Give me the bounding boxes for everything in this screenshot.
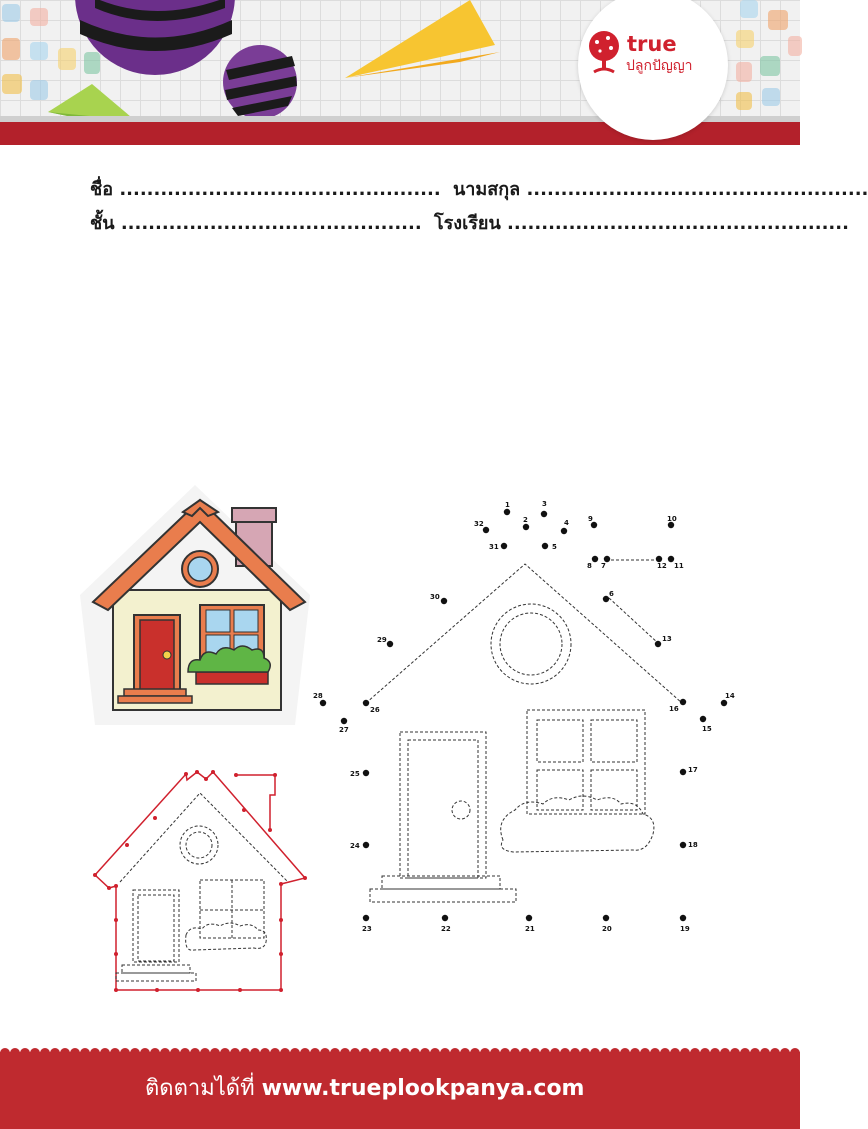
dot-9 bbox=[588, 515, 597, 528]
class-field[interactable]: ............................................ bbox=[120, 213, 422, 234]
svg-text:3: 3 bbox=[542, 500, 547, 508]
dot-12 bbox=[656, 556, 667, 570]
svg-text:23: 23 bbox=[362, 925, 372, 933]
svg-text:6: 6 bbox=[609, 590, 614, 598]
svg-text:26: 26 bbox=[370, 706, 380, 714]
svg-text:28: 28 bbox=[313, 692, 323, 700]
surname-field[interactable]: .................................................. bbox=[526, 179, 868, 200]
dot-26 bbox=[363, 700, 380, 714]
dot-11 bbox=[668, 556, 684, 570]
tree-logo-icon bbox=[584, 28, 628, 76]
svg-text:30: 30 bbox=[430, 593, 440, 601]
dot-30 bbox=[430, 593, 447, 604]
dot-19 bbox=[680, 915, 690, 933]
svg-text:5: 5 bbox=[552, 543, 557, 551]
solved-example-house bbox=[93, 770, 307, 992]
footer-prefix: ติดตามได้ที่ bbox=[145, 1076, 255, 1101]
dot-25 bbox=[350, 770, 369, 778]
dot-4 bbox=[561, 519, 569, 534]
dot-6 bbox=[603, 590, 614, 602]
svg-text:14: 14 bbox=[725, 692, 735, 700]
svg-text:21: 21 bbox=[525, 925, 535, 933]
colored-house-example bbox=[80, 485, 310, 725]
dot-3 bbox=[541, 500, 547, 517]
svg-text:9: 9 bbox=[588, 515, 593, 523]
dot-2 bbox=[523, 516, 529, 530]
dot-22 bbox=[441, 915, 451, 933]
dot-8 bbox=[587, 556, 598, 570]
school-label: โรงเรียน bbox=[433, 213, 501, 234]
name-field[interactable]: ............................................... bbox=[119, 179, 441, 200]
dot-20 bbox=[602, 915, 612, 933]
svg-text:10: 10 bbox=[667, 515, 677, 523]
name-label: ชื่อ bbox=[90, 179, 114, 200]
svg-text:32: 32 bbox=[474, 520, 484, 528]
svg-text:4: 4 bbox=[564, 519, 569, 527]
class-label: ชั้น bbox=[90, 213, 115, 234]
dot-5 bbox=[542, 543, 557, 551]
worksheet-illustration bbox=[0, 470, 800, 1030]
page-header bbox=[0, 0, 800, 145]
svg-text:11: 11 bbox=[674, 562, 684, 570]
svg-text:17: 17 bbox=[688, 766, 698, 774]
dot-10 bbox=[667, 515, 677, 528]
dot-16 bbox=[669, 699, 686, 713]
name-line bbox=[90, 174, 868, 203]
dot-17 bbox=[680, 766, 698, 775]
dot-21 bbox=[525, 915, 535, 933]
dot-14 bbox=[721, 692, 735, 706]
svg-text:18: 18 bbox=[688, 841, 698, 849]
svg-text:19: 19 bbox=[680, 925, 690, 933]
dot-18 bbox=[680, 841, 698, 849]
footer-url-link[interactable]: www.trueplookpanya.com bbox=[261, 1076, 585, 1101]
dot-29 bbox=[377, 636, 393, 647]
dot-28 bbox=[313, 692, 326, 706]
dot-32 bbox=[474, 520, 489, 533]
dot-31 bbox=[489, 543, 507, 551]
svg-text:27: 27 bbox=[339, 726, 349, 734]
dot-7 bbox=[601, 556, 610, 570]
dot-15 bbox=[700, 716, 712, 733]
svg-text:31: 31 bbox=[489, 543, 499, 551]
dot-23 bbox=[362, 915, 372, 933]
svg-text:8: 8 bbox=[587, 562, 592, 570]
dot-24 bbox=[350, 842, 369, 850]
svg-text:13: 13 bbox=[662, 635, 672, 643]
class-line bbox=[90, 208, 849, 237]
dot-to-dot-house bbox=[366, 560, 682, 902]
svg-text:12: 12 bbox=[657, 562, 667, 570]
svg-text:16: 16 bbox=[669, 705, 679, 713]
svg-text:2: 2 bbox=[523, 516, 528, 524]
surname-label: นามสกุล bbox=[452, 179, 521, 200]
dot-27 bbox=[339, 718, 349, 734]
school-field[interactable]: .................................................. bbox=[507, 213, 849, 234]
dot-1 bbox=[504, 501, 510, 515]
svg-text:22: 22 bbox=[441, 925, 451, 933]
logo-sub-text: ปลูกปัญญา bbox=[626, 58, 693, 74]
logo-brand-text: true bbox=[627, 32, 677, 56]
numbered-dots bbox=[313, 500, 735, 933]
svg-text:24: 24 bbox=[350, 842, 360, 850]
svg-text:7: 7 bbox=[601, 562, 606, 570]
dot-13 bbox=[655, 635, 672, 647]
svg-text:25: 25 bbox=[350, 770, 360, 778]
footer-text bbox=[145, 1070, 584, 1105]
svg-text:1: 1 bbox=[505, 501, 510, 509]
svg-text:29: 29 bbox=[377, 636, 387, 644]
svg-text:20: 20 bbox=[602, 925, 612, 933]
svg-text:15: 15 bbox=[702, 725, 712, 733]
